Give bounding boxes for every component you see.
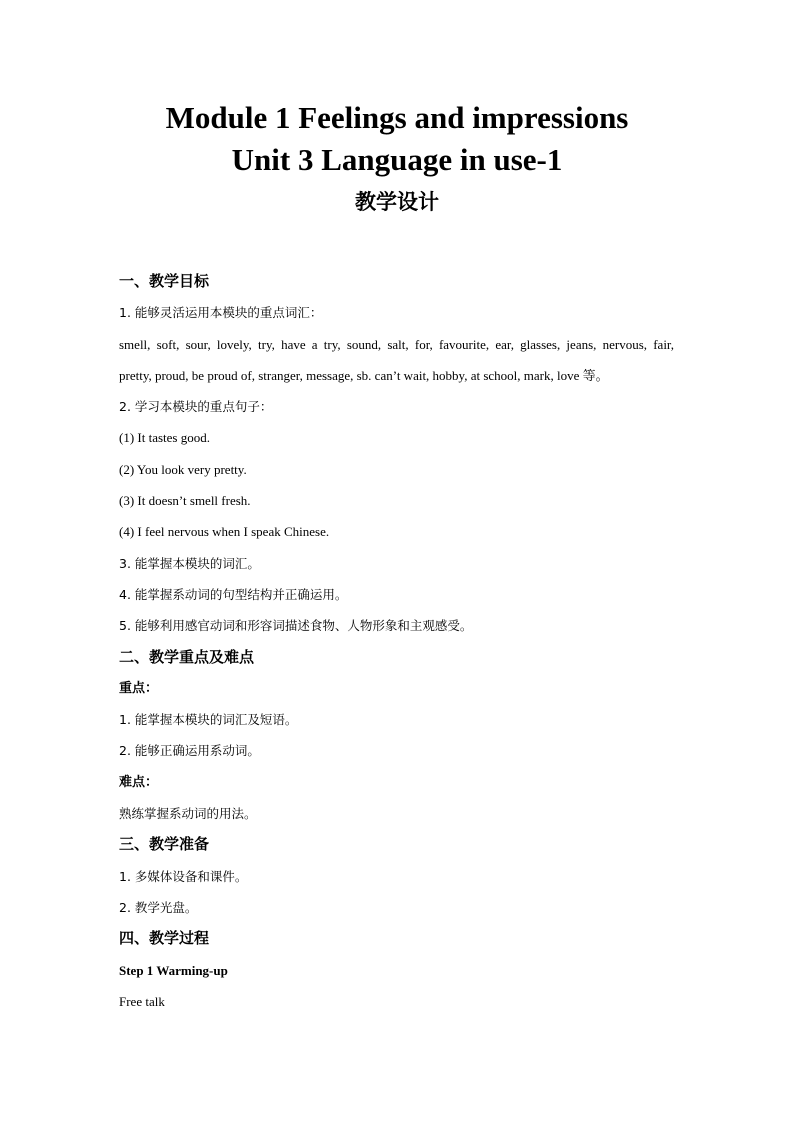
objective-item-4: 4. 能掌握系动词的句型结构并正确运用。 [119,586,348,602]
focus-item-2: 2. 能够正确运用系动词。 [119,743,260,759]
preparation-item-2: 2. 教学光盘。 [119,899,198,915]
section-heading-objectives: 一、教学目标 [119,272,210,290]
vocabulary-line-1: smell, soft, sour, lovely, try, have a try, sound, salt, for, favourite, ear, glasses, jeans, nervous, fair, [119,336,674,352]
key-sentence-1: (1) It tastes good. [119,430,210,446]
step-1-title: Step 1 Warming-up [119,962,228,978]
module-title: Module 1 Feelings and impressions [165,100,629,135]
section-heading-process: 四、教学过程 [119,929,210,948]
difficulty-item-1: 熟练掌握系动词的用法。 [119,806,257,822]
difficulty-label: 难点： [119,774,159,790]
objective-item-5: 5. 能够利用感官动词和形容词描述食物、人物形象和主观感受。 [119,618,473,634]
key-sentence-4: (4) I feel nervous when I speak Chinese. [119,524,330,540]
section-heading-key-points: 二、教学重点及难点 [119,647,255,666]
step-1-text: Free talk [119,993,165,1009]
key-sentence-2: (2) You look very pretty. [119,461,247,477]
document-subtitle: 教学设计 [355,190,439,214]
objective-item-1: 1. 能够灵活运用本模块的重点词汇： [119,305,323,321]
document-body [119,266,689,1017]
unit-title: Unit 3 Language in use-1 [231,142,563,177]
key-sentence-3: (3) It doesn’t smell fresh. [119,493,251,509]
objective-item-3: 3. 能掌握本模块的词汇。 [119,555,260,571]
focus-item-1: 1. 能掌握本模块的词汇及短语。 [119,712,298,728]
section-heading-preparation: 三、教学准备 [119,835,210,854]
vocabulary-line-2: pretty, proud, be proud of, stranger, message, sb. can’t wait, hobby, at school, mark, love 等。 [119,367,609,383]
focus-label: 重点： [119,680,159,696]
preparation-item-1: 1. 多媒体设备和课件。 [119,868,248,884]
title-block [0,97,794,217]
objective-item-2: 2. 学习本模块的重点句子： [119,399,273,415]
